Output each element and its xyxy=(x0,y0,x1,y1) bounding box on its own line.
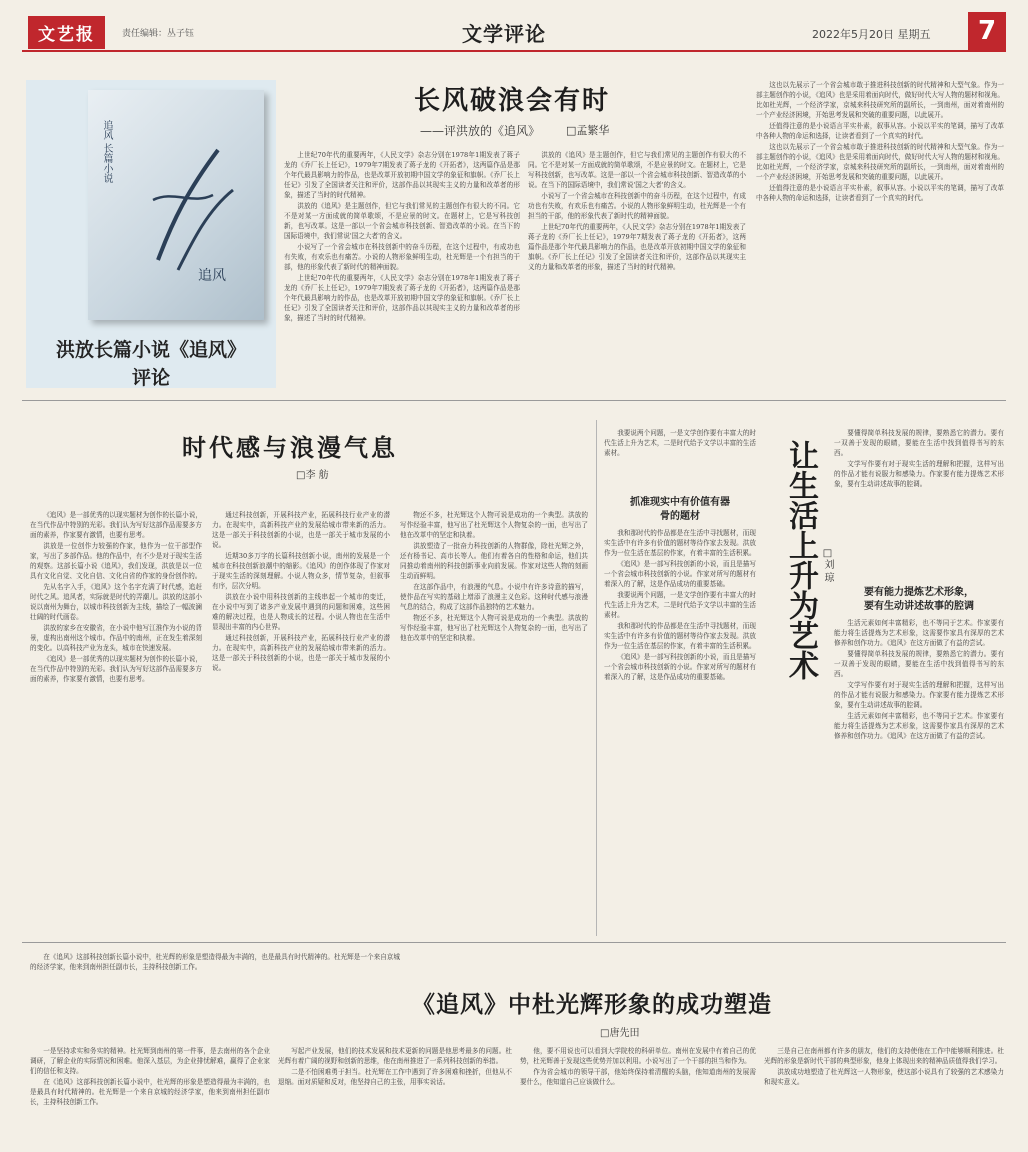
article3-subhead2 xyxy=(834,586,1004,614)
paragraph: 小说写了一个省会城市在科技创新中的奋斗历程，在这个过程中，有成功也有失败，有欢乐也有痛苦。小说的人物形象鲜明生动，杜光辉是一个有担当的干部，他的形象代表了新时代的精神面貌。 xyxy=(528,192,746,220)
paragraph: 我要说两个问题，一是文学创作要有丰富大的时代生活上升为艺术，二是时代给予文学以丰富的生活素材。 xyxy=(604,591,756,619)
article4-intro xyxy=(30,952,400,1042)
article3-body-right-bottom xyxy=(834,618,1004,934)
subhead1-line1: 抓准现实中有价值有器 xyxy=(630,497,730,508)
paragraph: 要懂得简单科技发展的规律，要熟悉它的潜力。要有一双善于发现的眼睛，要能在生活中找到值得书写的东西。 xyxy=(834,650,1004,678)
paragraph: 文学写作要有对于现实生活的理解和把握，这样写出的作品才能有说服力和感染力。作家要有能力提炼艺术形象，要有生动讲述故事的腔调。 xyxy=(834,460,1004,488)
feature-caption-line1: 洪放长篇小说《追风》 xyxy=(55,339,246,361)
article4-byline: □唐先田 xyxy=(600,1028,640,1039)
paragraph: 在《追风》这部科技创新长篇小说中，杜光辉的形象是塑造得最为丰满的，也是最具有时代精神的。杜光辉是一个来自京城的经济学家，他来到南州担任副市长，主持科技创新工作。 xyxy=(30,1078,270,1106)
article3-body-left xyxy=(604,528,756,934)
article1-subtitle: ——评洪放的《追风》 xyxy=(420,124,541,138)
paragraph: 一是坚持求实和务实的精神。杜光辉到南州的第一件事，是去南州的各个企业调研，了解企业的实际情况和困难。他深入基层，为企业排忧解难，赢得了企业家们的信任和支持。 xyxy=(30,1047,270,1075)
paragraph: 上世纪70年代的重要两年，《人民文学》杂志分别在1978年1期发表了蒋子龙的《乔厂长上任记》，1979年7期发表了蒋子龙的《开拓者》，这两篇作品是那个年代最具影响力的作品，也是改革开放初期中国文学的象征和旗帜。《乔厂长上任记》引发了全国读者关注和评价，这部作品以其现实主义的力量和改革者的形象，描述了当时的时代精神。 xyxy=(528,223,746,271)
paragraph: 通过科技创新，开展科技产业，拓展科技行业产业的潜力。在现实中，高新科技产业的发展给城市带来新的活力。这是一部关于科技创新的小说，也是一部关于城市发展的小说。 xyxy=(212,634,390,672)
book-cover-image xyxy=(88,90,264,320)
paragraph: 洪放塑造了一批奋力科技创新的人物群像，除杜光辉之外，还有杨书记、高市长等人。他们有着各自的性格和命运，他们共同推动着南州的科技创新事业向前发展。作家对这些人物的刻画生动而鲜明。 xyxy=(400,542,588,580)
book-cover-title: 追风 xyxy=(198,268,226,284)
paragraph: 洪放的《追风》是主题创作，但它与我们常见的主题创作有很大的不同。它不是对某一方面成就的简单歌颂，不是应景的时文。在题材上，它是写科技创新，也写改革。这是一部以一个省会城市科技创新、智造改革的小说。在当下的国际语境中，我们常说'国之大者'的含义。 xyxy=(528,151,746,189)
paragraph: 我和那时代的作品都是在生活中寻找题材，而现实生活中有许多有价值的题材等待作家去发现。洪放作为一位生活在基层的作家，有着丰富的生活积累。 xyxy=(604,529,756,557)
paragraph: 这也以先展示了一个省会城市敢于推进科技创新的时代精神和大型气象。作为一部主题创作的小说，《追风》也是采用着面向时代，做好时代大写人物的题材和视角。比如杜光辉，一个经济学家，京城来科技研究所的副所长，一到南州，面对着南州的一个产业经济困境，开始思考发展和突破的重要问题，以此展开。 xyxy=(756,143,1004,181)
paragraph: 生活元素如何丰富精彩，也不等同于艺术。作家要有能力将生活提炼为艺术形象，这需要作家具有深厚的艺术修养和创作功力。《追风》在这方面做了有益的尝试。 xyxy=(834,712,1004,740)
paragraph: 作为省会城市的领导干部，他始终保持着清醒的头脑，他知道南州的发展需要什么，他知道自己应该做什么。 xyxy=(520,1068,756,1086)
paragraph: 在这部作品中，有浪漫的气息。小说中有许多诗意的描写，使作品在写实的基础上增添了浪漫主义色彩。这种时代感与浪漫气息的结合，构成了这部作品独特的艺术魅力。 xyxy=(400,583,588,611)
issue-date: 2022年5月20日 星期五 xyxy=(812,28,931,41)
article2-body-col2 xyxy=(212,510,390,934)
feature-box xyxy=(26,80,276,388)
article1-body-middle xyxy=(528,150,746,388)
article1-byline: □孟繁华 xyxy=(566,124,610,137)
paragraph: 小说写了一个省会城市在科技创新中的奋斗历程，在这个过程中，有成功也有失败，有欢乐也有痛苦。小说的人物形象鲜明生动，杜光辉是一个有担当的干部，他的形象代表了新时代的精神面貌。 xyxy=(284,243,520,271)
paragraph: 《追风》是一部写科技创新的小说，而且是描写一个省会城市科技创新的小说。作家对所写的题材有着深入的了解，这是作品成功的重要基础。 xyxy=(604,560,756,588)
article3-subhead1 xyxy=(604,496,756,524)
subhead2-line2: 要有生动讲述故事的腔调 xyxy=(864,601,974,612)
book-spine-text: 追风 长篇小说 xyxy=(101,120,112,184)
article2-byline: □李 舫 xyxy=(296,470,329,481)
paragraph: 要懂得简单科技发展的规律，要熟悉它的潜力。要有一双善于发现的眼睛，要能在生活中找到值得书写的东西。 xyxy=(834,429,1004,457)
paragraph: 三是自己在南州都有许多的朋友，他们的支持使他在工作中能够顺利推进。杜光辉的形象是新时代干部的典型形象，他身上体现出来的精神品质值得我们学习。 xyxy=(764,1047,1004,1065)
article4-body-col3 xyxy=(520,1046,756,1146)
article4-body-col2 xyxy=(278,1046,512,1146)
subhead2-line1: 要有能力提炼艺术形象， xyxy=(864,587,974,598)
paragraph: 洪放在小说中用科技创新的主线串起一个城市的变迁，在小说中写到了诸多产业发展中遇到的问题和困难，这些困难的解决过程，也是人物成长的过程。小说人物也在生活中显现出丰富的内心世界。 xyxy=(212,593,390,631)
paragraph: 我要说两个问题，一是文学创作要有丰富大的时代生活上升为艺术，二是时代给予文学以丰富的生活素材。 xyxy=(604,429,756,457)
paragraph: 洪放的《追风》是主题创作，但它与我们常见的主题创作有很大的不同。它不是对某一方面成就的简单歌颂，不是应景的时文。在题材上，它是写科技创新，也写改革。这是一部以一个省会城市科技创新、智造改革的小说。在当下的国际语境中，我们常说'国之大者'的含义。 xyxy=(284,202,520,240)
article2-title: 时代感与浪漫气息 xyxy=(182,433,398,462)
paragraph: 他，要不用说也可以看到大学院校的科研单位。南州在发展中有着自己的优势，杜光辉善于发现这些优势并加以利用。小说写出了一个干部的担当和作为。 xyxy=(520,1047,756,1065)
article4-title: 《追风》中杜光辉形象的成功塑造 xyxy=(412,991,772,1018)
article3-byline: □刘 琼 xyxy=(822,548,833,583)
article2-body-col1 xyxy=(30,510,202,934)
article1-body-left xyxy=(284,150,520,388)
paragraph: 上世纪70年代的重要两年，《人民文学》杂志分别在1978年1期发表了蒋子龙的《乔厂长上任记》，1979年7期发表了蒋子龙的《开拓者》，这两篇作品是那个年代最具影响力的作品，也是改革开放初期中国文学的象征和旗帜。《乔厂长上任记》引发了全国读者关注和评价，这部作品以其现实主义的力量和改革者的形象，描述了当时的时代精神。 xyxy=(284,274,520,322)
article4-body-col1 xyxy=(30,1046,270,1146)
paragraph: 通过科技创新，开展科技产业，拓展科技行业产业的潜力。在现实中，高新科技产业的发展给城市带来新的活力。这是一部关于科技创新的小说，也是一部关于城市发展的小说。 xyxy=(212,511,390,549)
paragraph: 在《追风》这部科技创新长篇小说中，杜光辉的形象是塑造得最为丰满的，也是最具有时代精神的。杜光辉是一个来自京城的经济学家，他来到南州担任副市长，主持科技创新工作。 xyxy=(30,953,400,971)
divider-vertical xyxy=(596,420,597,936)
paragraph: 先从名字入手，《追风》这个名字充满了时代感，追赶时代之风。追风者，实际就是时代的弄潮儿。洪放的这部小说以南州为舞台，以城市科技创新为主线，描绘了一幅波澜壮阔的时代画卷。 xyxy=(30,583,202,621)
article2-body-col3 xyxy=(400,510,588,934)
page-number: 7 xyxy=(968,12,1006,50)
paragraph: 《追风》是一部写科技创新的小说，而且是描写一个省会城市科技创新的小说。作家对所写的题材有着深入的了解，这是作品成功的重要基础。 xyxy=(604,653,756,681)
paragraph: 这也以先展示了一个省会城市敢于推进科技创新的时代精神和大型气象。作为一部主题创作的小说，《追风》也是采用着面向时代，做好时代大写人物的题材和视角。比如杜光辉，一个经济学家，京城来科技研究所的副所长，一到南州，面对着南州的一个产业经济困境，开始思考发展和突破的重要问题，以此展开。 xyxy=(756,81,1004,119)
paragraph: 《追风》是一部优秀的以现实题材为创作的长篇小说，在当代作品中特别的光彩。我们认为写好这部作品需要多方面的素养，作家要有激情，也要有思考。 xyxy=(30,655,202,683)
paragraph: 近期30多万字的长篇科技创新小说，南州的发展是一个城市在科技创新浪潮中的缩影。《追风》的创作体现了作家对于现实生活的深刻理解。小说人物众多，情节复杂，但叙事有序，层次分明。 xyxy=(212,552,390,590)
book-cover-art-icon xyxy=(138,130,248,290)
divider-bottom xyxy=(22,942,1006,943)
editor-credit: 责任编辑：丛子钰 xyxy=(122,29,195,39)
masthead xyxy=(22,12,1006,52)
feature-caption xyxy=(26,336,276,392)
paragraph: 还值得注意的是小说语言平实朴素，叙事从容。小说以平实的笔调，描写了改革中各种人物的命运和选择，让读者看到了一个真实的时代。 xyxy=(756,184,1004,202)
paragraph: 《追风》是一部优秀的以现实题材为创作的长篇小说，在当代作品中特别的光彩。我们认为写好这部作品需要多方面的素养，作家要有激情，也要有思考。 xyxy=(30,511,202,539)
paragraph: 上世纪70年代的重要两年，《人民文学》杂志分别在1978年1期发表了蒋子龙的《乔厂长上任记》，1979年7期发表了蒋子龙的《开拓者》，这两篇作品是那个年代最具影响力的作品，也是改革开放初期中国文学的象征和旗帜。《乔厂长上任记》引发了全国读者关注和评价，这部作品以其现实主义的力量和改革者的形象，描述了当时的时代精神。 xyxy=(284,151,520,199)
paragraph: 还值得注意的是小说语言平实朴素，叙事从容。小说以平实的笔调，描写了改革中各种人物的命运和选择，让读者看到了一个真实的时代。 xyxy=(756,122,1004,140)
feature-caption-line2: 评论 xyxy=(131,367,170,389)
article1-body-right xyxy=(756,80,1004,388)
article3-intro xyxy=(604,428,756,492)
article3-title: 让生活上升为艺术 xyxy=(783,440,818,680)
paragraph: 物还不多，杜光辉这个人物可说是成功的一个典型。洪放的写作经验丰富，他写出了杜光辉这个人物复杂的一面，也写出了他在改革中的坚定和执着。 xyxy=(400,614,588,642)
article1-title: 长风破浪会有时 xyxy=(414,86,611,116)
paragraph: 我和那时代的作品都是在生活中寻找题材，而现实生活中有许多有价值的题材等待作家去发现。洪放作为一位生活在基层的作家，有着丰富的生活积累。 xyxy=(604,622,756,650)
paragraph: 二是不怕困难勇于担当。杜光辉在工作中遇到了许多困难和挫折，但他从不退缩。面对质疑和反对，他坚持自己的主张，用事实说话。 xyxy=(278,1068,512,1086)
subhead1-line2: 骨的题材 xyxy=(660,511,700,522)
article4-body-col4 xyxy=(764,1046,1004,1146)
article3-body-right-top xyxy=(834,428,1004,578)
paragraph: 生活元素如何丰富精彩，也不等同于艺术。作家要有能力将生活提炼为艺术形象，这需要作家具有深厚的艺术修养和创作功力。《追风》在这方面做了有益的尝试。 xyxy=(834,619,1004,647)
paragraph: 文学写作要有对于现实生活的理解和把握，这样写出的作品才能有说服力和感染力。作家要有能力提炼艺术形象，要有生动讲述故事的腔调。 xyxy=(834,681,1004,709)
paragraph: 洪放的家乡在安徽省，在小说中他写江淮作为小说的背景，虚构出南州这个城市。作品中的南州，正在发生着深刻的变化。以高科技产业为龙头，城市在快速发展。 xyxy=(30,624,202,652)
paragraph: 洪放是一位创作力较强的作家，他作为一位干部型作家，写出了多部作品。他的作品中，有不少是对于现实生活的观察。这部长篇小说《追风》，我们发现，洪放是以一位具有文化自觉、文化自信、文化自省的作家的身份创作的。 xyxy=(30,542,202,580)
paragraph: 洪放成功地塑造了杜光辉这一人物形象，使这部小说具有了较强的艺术感染力和现实意义。 xyxy=(764,1068,1004,1086)
paragraph: 写起产业发展，他们的技术发展和技术更新的问题是他思考最多的问题。杜光辉有着广阔的视野和创新的思维，他在南州推进了一系列科技创新的举措。 xyxy=(278,1047,512,1065)
paragraph: 物还不多，杜光辉这个人物可说是成功的一个典型。洪放的写作经验丰富，他写出了杜光辉这个人物复杂的一面，也写出了他在改革中的坚定和执着。 xyxy=(400,511,588,539)
section-title: 文学评论 xyxy=(462,22,546,46)
divider-top xyxy=(22,400,1006,401)
newspaper-logo: 文艺报 xyxy=(28,16,105,49)
